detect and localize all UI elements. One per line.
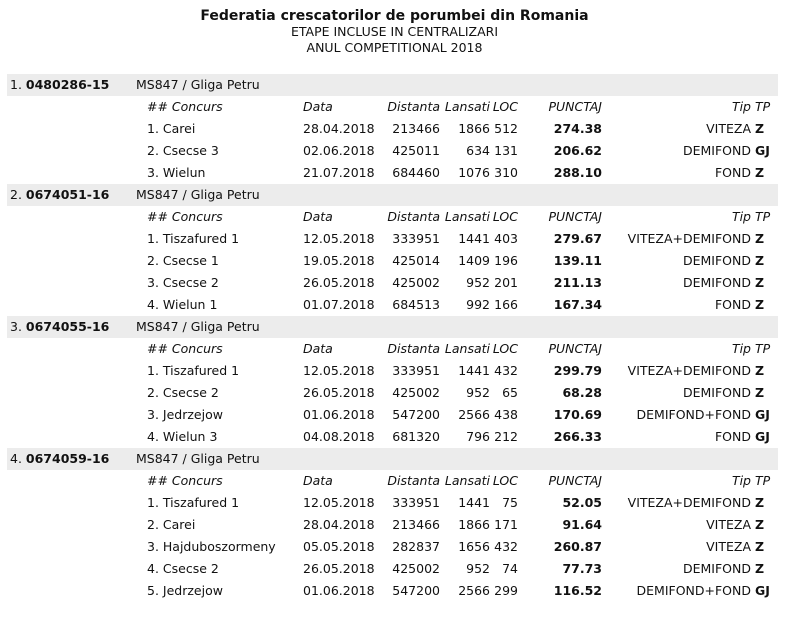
pigeon-owner: MS847 / Gliga Petru	[136, 319, 260, 334]
race-header-row	[135, 206, 778, 228]
race-points: 91.64	[562, 517, 602, 532]
col-header-concurs: ## Concurs	[147, 341, 223, 356]
race-date: 02.06.2018	[303, 143, 375, 158]
page-subtitle: ETAPE INCLUSE IN CENTRALIZARI	[290, 24, 499, 39]
col-header-lansati: Lansati	[444, 341, 490, 356]
race-tp: Z	[755, 275, 765, 290]
race-name: 3. Jedrzejow	[147, 407, 223, 422]
pigeon-owner: MS847 / Gliga Petru	[136, 187, 260, 202]
race-name: 2. Csecse 1	[147, 253, 219, 268]
race-distance: 333951	[392, 495, 440, 510]
race-distance: 547200	[392, 407, 440, 422]
race-name: 3. Wielun	[147, 165, 206, 180]
race-place: 432	[494, 363, 518, 378]
race-tp: Z	[755, 385, 765, 400]
race-type: VITEZA+DEMIFOND	[627, 363, 751, 378]
race-distance: 282837	[392, 539, 440, 554]
col-header-tip: Tip	[731, 209, 751, 224]
race-type: DEMIFOND	[683, 561, 751, 576]
pigeon-block	[7, 74, 778, 184]
race-type: VITEZA	[706, 539, 751, 554]
col-header-loc: LOC	[492, 341, 518, 356]
race-name: 3. Csecse 2	[147, 275, 219, 290]
pigeon-row	[7, 316, 778, 338]
race-tp: GJ	[755, 143, 770, 158]
col-header-lansati: Lansati	[444, 209, 490, 224]
race-tp: Z	[755, 165, 765, 180]
race-row	[135, 536, 778, 558]
race-points: 77.73	[562, 561, 602, 576]
race-released: 634	[466, 143, 490, 158]
race-released: 1441	[458, 363, 490, 378]
race-row	[135, 272, 778, 294]
race-place: 171	[494, 517, 518, 532]
race-tp: GJ	[755, 407, 770, 422]
race-table	[135, 206, 778, 316]
race-points: 68.28	[562, 385, 602, 400]
race-points: 116.52	[553, 583, 602, 598]
col-header-tp: TP	[755, 473, 771, 488]
col-header-concurs: ## Concurs	[147, 209, 223, 224]
col-header-tp: TP	[755, 209, 771, 224]
pigeon-index: 2. 0674051-16	[10, 187, 110, 202]
col-header-loc: LOC	[492, 99, 518, 114]
race-name: 1. Carei	[147, 121, 196, 136]
col-header-distanta: Distanta	[387, 209, 440, 224]
race-type: VITEZA	[706, 517, 751, 532]
race-points: 52.05	[562, 495, 602, 510]
race-name: 1. Tiszafured 1	[147, 231, 240, 246]
race-row	[135, 426, 778, 448]
pigeon-block	[7, 316, 778, 448]
race-date: 26.05.2018	[303, 385, 375, 400]
col-header-data: Data	[303, 99, 333, 114]
race-tp: GJ	[755, 429, 770, 444]
race-distance: 684513	[392, 297, 440, 312]
race-released: 952	[466, 275, 490, 290]
race-released: 796	[466, 429, 490, 444]
race-date: 04.08.2018	[303, 429, 375, 444]
race-type: VITEZA+DEMIFOND	[627, 495, 751, 510]
race-place: 166	[494, 297, 518, 312]
race-tp: Z	[755, 539, 765, 554]
race-points: 211.13	[553, 275, 602, 290]
race-place: 299	[494, 583, 518, 598]
race-type: DEMIFOND+FOND	[636, 583, 751, 598]
race-place: 212	[494, 429, 518, 444]
pigeon-ring: 0674051-16	[25, 187, 110, 202]
race-header-row	[135, 338, 778, 360]
col-header-distanta: Distanta	[387, 341, 440, 356]
page-title: Federatia crescatorilor de porumbei din Romania	[200, 8, 589, 24]
race-row	[135, 118, 778, 140]
col-header-tip: Tip	[731, 473, 751, 488]
race-date: 12.05.2018	[303, 231, 375, 246]
race-points: 299.79	[553, 363, 602, 378]
race-tp: Z	[755, 231, 765, 246]
race-place: 74	[502, 561, 518, 576]
race-type: DEMIFOND+FOND	[636, 407, 751, 422]
pigeon-row	[7, 184, 778, 206]
col-header-lansati: Lansati	[444, 473, 490, 488]
col-header-tip: Tip	[731, 99, 751, 114]
race-tp: Z	[755, 495, 765, 510]
race-tp: Z	[755, 121, 765, 136]
race-name: 3. Hajduboszormeny	[147, 539, 276, 554]
col-header-data: Data	[303, 209, 333, 224]
col-header-tp: TP	[755, 341, 771, 356]
pigeon-block	[7, 448, 778, 602]
page-header	[0, 0, 789, 56]
race-points: 170.69	[553, 407, 602, 422]
race-row	[135, 228, 778, 250]
col-header-distanta: Distanta	[387, 99, 440, 114]
col-header-punctaj: PUNCTAJ	[548, 99, 602, 114]
pigeon-index: 4. 0674059-16	[10, 451, 110, 466]
race-table	[135, 338, 778, 448]
race-points: 167.34	[553, 297, 602, 312]
race-released: 1656	[458, 539, 490, 554]
race-type: FOND	[714, 429, 751, 444]
race-released: 952	[466, 561, 490, 576]
race-name: 1. Tiszafured 1	[147, 495, 240, 510]
col-header-punctaj: PUNCTAJ	[548, 341, 602, 356]
race-tp: Z	[755, 561, 765, 576]
race-row	[135, 140, 778, 162]
col-header-punctaj: PUNCTAJ	[548, 473, 602, 488]
race-date: 19.05.2018	[303, 253, 375, 268]
race-released: 1076	[458, 165, 490, 180]
pigeon-list	[7, 74, 778, 602]
race-row	[135, 492, 778, 514]
race-place: 65	[502, 385, 518, 400]
race-date: 01.07.2018	[303, 297, 375, 312]
race-distance: 213466	[392, 517, 440, 532]
race-place: 432	[494, 539, 518, 554]
race-points: 266.33	[553, 429, 602, 444]
race-tp: Z	[755, 297, 765, 312]
race-points: 279.67	[553, 231, 602, 246]
page-subtitle-year: ANUL COMPETITIONAL 2018	[306, 40, 483, 55]
race-name: 4. Wielun 3	[147, 429, 218, 444]
col-header-data: Data	[303, 341, 333, 356]
race-distance: 425002	[392, 385, 440, 400]
race-name: 2. Carei	[147, 517, 196, 532]
race-tp: GJ	[755, 583, 770, 598]
race-type: DEMIFOND	[683, 253, 751, 268]
race-table	[135, 470, 778, 602]
col-header-data: Data	[303, 473, 333, 488]
race-name: 2. Csecse 3	[147, 143, 219, 158]
race-released: 2566	[458, 583, 490, 598]
race-place: 403	[494, 231, 518, 246]
race-place: 310	[494, 165, 518, 180]
race-place: 201	[494, 275, 518, 290]
race-row	[135, 250, 778, 272]
race-date: 01.06.2018	[303, 407, 375, 422]
pigeon-owner: MS847 / Gliga Petru	[136, 77, 260, 92]
race-row	[135, 162, 778, 184]
race-name: 1. Tiszafured 1	[147, 363, 240, 378]
race-place: 512	[494, 121, 518, 136]
race-distance: 425011	[392, 143, 440, 158]
pigeon-index: 1. 0480286-15	[10, 77, 110, 92]
race-row	[135, 580, 778, 602]
race-row	[135, 382, 778, 404]
race-date: 12.05.2018	[303, 363, 375, 378]
col-header-concurs: ## Concurs	[147, 473, 223, 488]
col-header-loc: LOC	[492, 209, 518, 224]
race-distance: 425002	[392, 275, 440, 290]
pigeon-owner: MS847 / Gliga Petru	[136, 451, 260, 466]
race-header-row	[135, 96, 778, 118]
race-distance: 425014	[392, 253, 440, 268]
race-released: 952	[466, 385, 490, 400]
pigeon-ring: 0674055-16	[25, 319, 110, 334]
col-header-lansati: Lansati	[444, 99, 490, 114]
col-header-punctaj: PUNCTAJ	[548, 209, 602, 224]
race-released: 1866	[458, 121, 490, 136]
race-date: 12.05.2018	[303, 495, 375, 510]
race-tp: Z	[755, 253, 765, 268]
race-released: 1866	[458, 517, 490, 532]
race-distance: 547200	[392, 583, 440, 598]
race-distance: 684460	[392, 165, 440, 180]
race-type: FOND	[714, 297, 751, 312]
race-row	[135, 514, 778, 536]
race-type: DEMIFOND	[683, 275, 751, 290]
pigeon-ring: 0674059-16	[25, 451, 110, 466]
race-row	[135, 294, 778, 316]
pigeon-ring: 0480286-15	[25, 77, 110, 92]
race-type: VITEZA+DEMIFOND	[627, 231, 751, 246]
pigeon-row	[7, 448, 778, 470]
race-table	[135, 96, 778, 184]
race-points: 288.10	[553, 165, 602, 180]
race-released: 1441	[458, 231, 490, 246]
race-name: 2. Csecse 2	[147, 385, 219, 400]
race-date: 28.04.2018	[303, 121, 375, 136]
race-place: 131	[494, 143, 518, 158]
race-points: 260.87	[553, 539, 602, 554]
race-points: 139.11	[553, 253, 602, 268]
col-header-tp: TP	[755, 99, 771, 114]
race-header-row	[135, 470, 778, 492]
race-released: 1441	[458, 495, 490, 510]
race-released: 1409	[458, 253, 490, 268]
race-row	[135, 360, 778, 382]
race-type: DEMIFOND	[683, 143, 751, 158]
race-row	[135, 404, 778, 426]
race-distance: 333951	[392, 363, 440, 378]
race-type: VITEZA	[706, 121, 751, 136]
race-date: 05.05.2018	[303, 539, 375, 554]
race-points: 206.62	[553, 143, 602, 158]
race-name: 5. Jedrzejow	[147, 583, 223, 598]
race-type: DEMIFOND	[683, 385, 751, 400]
race-released: 2566	[458, 407, 490, 422]
race-released: 992	[466, 297, 490, 312]
race-tp: Z	[755, 363, 765, 378]
race-place: 75	[502, 495, 518, 510]
race-date: 28.04.2018	[303, 517, 375, 532]
race-date: 21.07.2018	[303, 165, 375, 180]
col-header-loc: LOC	[492, 473, 518, 488]
pigeon-row	[7, 74, 778, 96]
race-distance: 333951	[392, 231, 440, 246]
race-name: 4. Csecse 2	[147, 561, 219, 576]
race-distance: 681320	[392, 429, 440, 444]
race-distance: 213466	[392, 121, 440, 136]
pigeon-block	[7, 184, 778, 316]
race-place: 196	[494, 253, 518, 268]
col-header-tip: Tip	[731, 341, 751, 356]
race-date: 26.05.2018	[303, 561, 375, 576]
col-header-distanta: Distanta	[387, 473, 440, 488]
col-header-concurs: ## Concurs	[147, 99, 223, 114]
race-points: 274.38	[553, 121, 602, 136]
pigeon-index: 3. 0674055-16	[10, 319, 110, 334]
race-row	[135, 558, 778, 580]
race-place: 438	[494, 407, 518, 422]
race-name: 4. Wielun 1	[147, 297, 218, 312]
race-date: 01.06.2018	[303, 583, 375, 598]
race-date: 26.05.2018	[303, 275, 375, 290]
race-tp: Z	[755, 517, 765, 532]
race-distance: 425002	[392, 561, 440, 576]
race-type: FOND	[714, 165, 751, 180]
